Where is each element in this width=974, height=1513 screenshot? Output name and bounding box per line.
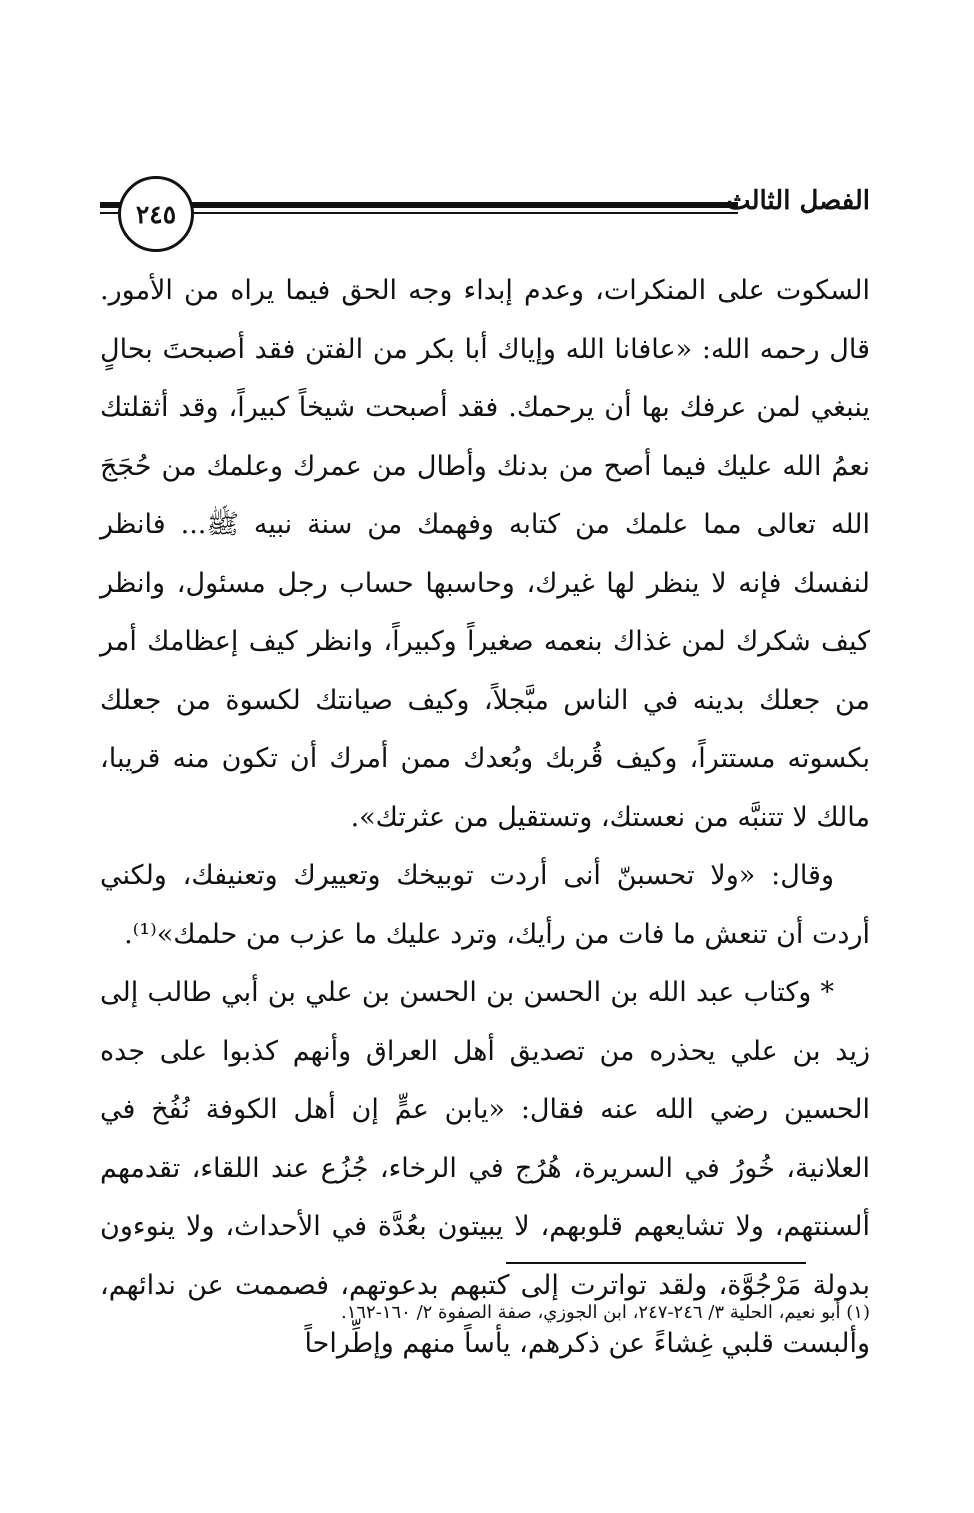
body-text <box>100 262 870 1374</box>
paragraph-2: وقال: «ولا تحسبنّ أنى أردت توبيخك وتعييرك وتعنيفك، ولكني أردت أن تنعش ما فات من رأيك، وترد عليك ما عزب من حلمك»⁽¹⁾. <box>100 860 870 950</box>
paragraph-3: * وكتاب عبد الله بن الحسن بن الحسن بن علي بن أبي طالب إلى زيد بن علي يحذره من تصديق أهل العراق وأنهم كذبوا على جده الحسين رضي الله عنه فقال: «يابن عمٍّ إن أهل الكوفة نُفُخ في العلانية، خُورُ في السريرة، هُرُج في الرخاء، جُزُع عند اللقاء، تقدمهم ألسنتهم، ولا تشايعهم قلوبهم، لا يبيتون بعُدَّة في الأحداث، ولا ينوءون بدولة مَرْجُوَّة، ولقد تواترت إلى كتبهم بدعوتهم، فصممت عن ندائهم، وألبست قلبي غِشاءً عن ذكرهم، يأساً منهم وإطِّراحاً <box>100 977 870 1359</box>
footnote: (١) أبو نعيم، الحلية ٣/ ٢٤٦-٢٤٧، ابن الجوزي، صفة الصفوة ٢/ ١٦٠-١٦٢. <box>340 1302 870 1323</box>
page-header <box>100 176 870 256</box>
header-rule <box>188 202 738 216</box>
chapter-title: الفصل الثالث <box>726 186 870 216</box>
page-number: ٢٤٥ <box>118 176 194 252</box>
paragraph-1: السكوت على المنكرات، وعدم إبداء وجه الحق فيما يراه من الأمور. قال رحمه الله: «عافانا الله وإياك أبا بكر من الفتن فقد أصبحتَ بحالٍ ينبغي لمن عرفك بها أن يرحمك. فقد أصبحت شيخاً كبيراً، وقد أثقلتك نعمُ الله عليك فيما أصح من بدنك وأطال من عمرك وعلمك من حُجَجَ الله تعالى مما علمك من كتابه وفهمك من سنة نبيه ﷺ... فانظر لنفسك فإنه لا ينظر لها غيرك، وحاسبها حساب رجل مسئول، وانظر كيف شكرك لمن غذاك بنعمه صغيراً وكبيراً، وانظر كيف إعظامك أمر من جعلك بدينه في الناس مبَّجلاً، وكيف صيانتك لكسوة من جعلك بكسوته مستتراً، وكيف قُربك وبُعدك ممن أمرك أن تكون منه قريبا، مالك لا تتنبَّه من نعستك، وتستقيل من عثرتك». <box>100 275 870 833</box>
footnote-divider <box>506 1262 806 1264</box>
